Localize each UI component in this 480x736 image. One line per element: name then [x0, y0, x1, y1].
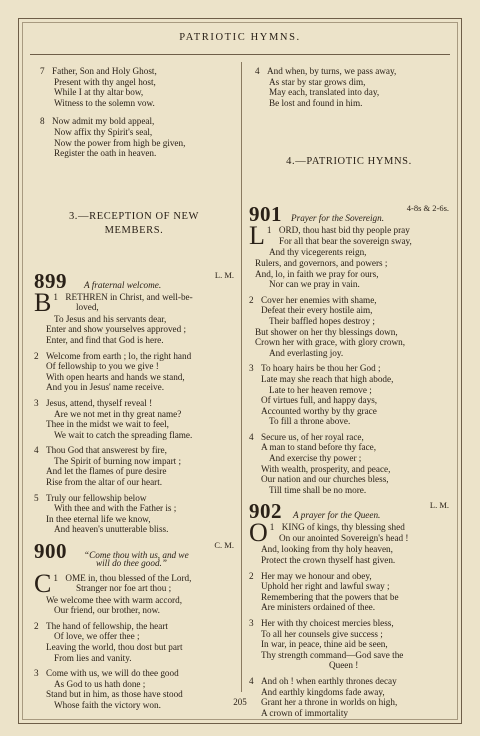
verse-line: Nor can we pray in vain.	[269, 279, 360, 290]
stanza-number: 3	[34, 397, 39, 408]
verse-line: Uphold her right and lawful sway ;	[261, 581, 390, 592]
verse-line: And thy vicegerents reign,	[269, 247, 367, 258]
verse-line: As star by star grows dim,	[269, 76, 366, 87]
left-column	[34, 66, 234, 716]
verse-line: And exercise thy power ;	[269, 453, 362, 464]
page-number: 205	[233, 697, 247, 707]
verse-line: A crown of immortality	[261, 707, 349, 718]
verse-line: To all her counsels give success ;	[261, 628, 383, 639]
verse-line: May each, translated into day,	[269, 87, 380, 98]
stanza-number: 5	[34, 492, 39, 503]
verse-line: And, lo, in faith we pray for ours,	[255, 268, 379, 279]
verse-line: Accounted worthy by thy grace	[261, 405, 377, 416]
header-rule	[30, 54, 450, 55]
stanza	[34, 116, 234, 158]
verse-line: Defeat their every hostile aim,	[261, 305, 373, 316]
stanza	[34, 568, 234, 616]
hymn-subtitle: “Come thou with us, and we	[84, 550, 189, 561]
verse-line: Protect the crown thyself hast given.	[261, 555, 396, 566]
stanza-number: 3	[249, 618, 254, 628]
drop-cap: L	[249, 221, 265, 251]
stanza-number: 1	[266, 225, 272, 236]
verse-line: Enter and show yourselves approved ;	[46, 324, 187, 335]
verse-line: Now the power from high be given,	[54, 137, 186, 148]
verse-line: Welcome from earth ; lo, the right hand	[46, 350, 192, 361]
hymn-meter: L. M.	[429, 500, 449, 511]
stanza-number: 2	[249, 294, 254, 305]
stanza-number: 1	[53, 291, 58, 302]
verse-line: And let the flames of pure desire	[46, 466, 167, 477]
verse-line: Enter, and find that God is here.	[46, 334, 164, 345]
verse-line: But shower on her thy blessings down,	[255, 326, 398, 337]
verse-line: Her with thy choicest mercies bless,	[261, 618, 394, 628]
hymn-meter: C. M.	[214, 540, 234, 551]
verse-line: Of virtues full, and happy days,	[261, 395, 378, 406]
verse-line: Present with thy angel host,	[54, 76, 156, 87]
verse-line: Remembering that the powers that be	[261, 591, 399, 602]
section-title: 4.—PATRIOTIC HYMNS.	[286, 156, 412, 168]
stanza	[34, 66, 234, 108]
verse-line: In war, in peace, thine aid be seen,	[261, 639, 388, 650]
verse-line: In thee eternal life we know,	[46, 513, 151, 524]
hymn-meter: L. M.	[214, 269, 234, 280]
hymn-subtitle: Prayer for the Sovereign.	[291, 213, 385, 224]
verse-line: Late to her heaven remove ;	[269, 384, 372, 395]
stanza	[249, 363, 449, 427]
drop-cap: B	[34, 287, 52, 317]
hymn-subtitle: A fraternal welcome.	[84, 279, 162, 290]
stanza	[249, 518, 449, 566]
verse-line: And heaven's unutterable bliss.	[54, 524, 169, 535]
stanza	[249, 295, 449, 359]
verse-line: And oh ! when earthly thrones decay	[261, 675, 397, 686]
verse-line: Whose faith the victory won.	[54, 699, 161, 710]
verse-line: While I at thy altar bow,	[54, 87, 144, 98]
verse-line: We welcome thee with warm accord,	[46, 594, 182, 605]
section-title-line2: MEMBERS.	[104, 224, 164, 236]
stanza	[249, 618, 449, 671]
verse-line: Rulers, and governors, and powers ;	[255, 257, 388, 268]
verse-line: Thee in the midst we wait to feel,	[46, 419, 169, 430]
verse-line: Stand but in him, as those have stood	[46, 689, 183, 700]
hymn-902-heading	[249, 500, 449, 522]
verse-line: ORD, thou hast bid thy people pray	[278, 225, 410, 236]
verse-line: Of love, we offer thee ;	[54, 631, 140, 642]
stanza-number: 2	[34, 350, 39, 361]
column-divider	[241, 62, 242, 692]
verse-line: Be lost and found in him.	[269, 97, 363, 108]
stanza-number: 3	[249, 363, 254, 374]
verse-line: Her may we honour and obey,	[261, 570, 372, 581]
verse-line: With open hearts and hands we stand,	[46, 371, 185, 382]
hymn-number: 901	[249, 202, 282, 227]
stanza-number: 2	[34, 620, 39, 631]
verse-line: With thee and with the Father is ;	[54, 503, 177, 514]
hymn-subtitle: A prayer for the Queen.	[293, 510, 381, 521]
verse-line: Witness to the solemn vow.	[54, 97, 155, 108]
stanza-number: 8	[40, 116, 45, 127]
verse-line: To Jesus and his servants dear,	[54, 313, 167, 324]
stanza-number: 4	[249, 431, 254, 442]
running-header: PATRIOTIC HYMNS.	[179, 32, 301, 43]
verse-line: KING of kings, thy blessing shed	[281, 522, 405, 533]
stanza	[249, 221, 449, 290]
verse-line: Thy strength command—God save the	[261, 649, 404, 660]
verse-line: Secure us, of her royal race,	[261, 431, 364, 442]
stanza-number: 1	[269, 522, 275, 533]
verse-line: The Spirit of burning now impart ;	[54, 455, 182, 466]
verse-line: Cover her enemies with shame,	[261, 294, 377, 305]
verse-line: On our anointed Sovereign's head !	[279, 533, 409, 544]
hymn-901-heading	[249, 203, 449, 225]
verse-line: Thou God that answerest by fire,	[46, 445, 167, 456]
verse-line: Rise from the altar of our heart.	[46, 477, 163, 488]
verse-line: Late may she reach that high abode,	[261, 373, 394, 384]
verse-line: Of fellowship to you we give !	[46, 361, 159, 372]
right-column	[249, 66, 449, 723]
verse-line: Our nation and our churches bless,	[261, 474, 389, 485]
stanza-number: 7	[40, 66, 45, 76]
verse-line: And you in Jesus' name receive.	[46, 382, 164, 393]
drop-cap: O	[249, 518, 268, 548]
verse-line: We wait to catch the spreading flame.	[54, 429, 193, 440]
stanza	[249, 432, 449, 496]
verse-line: And when, by turns, we pass away,	[267, 66, 397, 76]
hymn-899-heading	[34, 270, 234, 292]
verse-line: Till time shall be no more.	[269, 484, 367, 495]
stanza	[249, 571, 449, 613]
verse-line: loved,	[76, 302, 99, 313]
stanza	[34, 351, 234, 393]
verse-line: For all that bear the sovereign sway,	[279, 235, 412, 246]
verse-line: Queen !	[329, 660, 359, 671]
hymn-900-heading	[34, 540, 234, 562]
verse-line: Jesus, attend, thyself reveal !	[46, 397, 153, 408]
stanza-number: 4	[34, 445, 39, 456]
verse-line: Are we not met in thy great name?	[54, 408, 182, 419]
verse-line: Come with us, we will do thee good	[46, 668, 179, 679]
verse-line: Grant her a throne in worlds on high,	[261, 697, 398, 708]
verse-line: To hoary hairs be thou her God ;	[261, 363, 381, 374]
stanza	[249, 66, 449, 108]
verse-line: To fill a throne above.	[269, 416, 351, 427]
stanza	[34, 287, 234, 346]
hymn-subtitle-line2: will do thee good.”	[96, 558, 167, 569]
verse-line: Crown her with grace, with glory crown,	[255, 337, 406, 348]
verse-line: From lies and vanity.	[54, 652, 132, 663]
verse-line: With wealth, prosperity, and peace,	[261, 463, 391, 474]
stanza-number: 4	[255, 66, 260, 76]
verse-line: Father, Son and Holy Ghost,	[52, 66, 157, 76]
verse-line: Leaving the world, thou dost but part	[46, 642, 183, 652]
verse-line: Stranger nor foe art thou ;	[76, 583, 172, 594]
section-title: 3.—RECEPTION OF NEW	[68, 210, 200, 222]
verse-line: Their baffled hopes destroy ;	[269, 315, 375, 326]
hymn-meter: 4-8s & 2-6s.	[406, 203, 449, 214]
verse-line: And, looking from thy holy heaven,	[261, 544, 393, 555]
verse-line: Now admit my bold appeal,	[52, 116, 155, 127]
verse-line: Register the oath in heaven.	[54, 148, 157, 159]
verse-line: And earthly kingdoms fade away,	[261, 686, 385, 697]
hymn-number: 902	[249, 499, 282, 524]
stanza-number: 3	[34, 668, 39, 679]
drop-cap: C	[34, 568, 52, 598]
verse-line: OME in, thou blessed of the Lord,	[65, 572, 192, 583]
verse-line: Are ministers ordained of thee.	[261, 602, 376, 613]
stanza	[34, 398, 234, 440]
verse-line: A man to stand before thy face,	[261, 442, 377, 453]
stanza	[34, 621, 234, 663]
verse-line: The hand of fellowship, the heart	[46, 620, 168, 631]
verse-line: Now affix thy Spirit's seal,	[54, 126, 153, 137]
stanza-number: 1	[53, 572, 58, 583]
verse-line: RETHREN in Christ, and well-be-	[65, 291, 193, 302]
stanza	[34, 493, 234, 535]
hymn-number: 900	[34, 539, 67, 564]
stanza-number: 2	[249, 570, 254, 581]
verse-line: And everlasting joy.	[269, 347, 344, 358]
stanza-number: 4	[249, 675, 254, 686]
verse-line: Our friend, our brother, now.	[54, 605, 160, 616]
hymn-number: 899	[34, 268, 67, 293]
verse-line: As God to us hath done ;	[54, 678, 146, 689]
stanza	[34, 445, 234, 487]
verse-line: Truly our fellowship below	[46, 492, 147, 503]
